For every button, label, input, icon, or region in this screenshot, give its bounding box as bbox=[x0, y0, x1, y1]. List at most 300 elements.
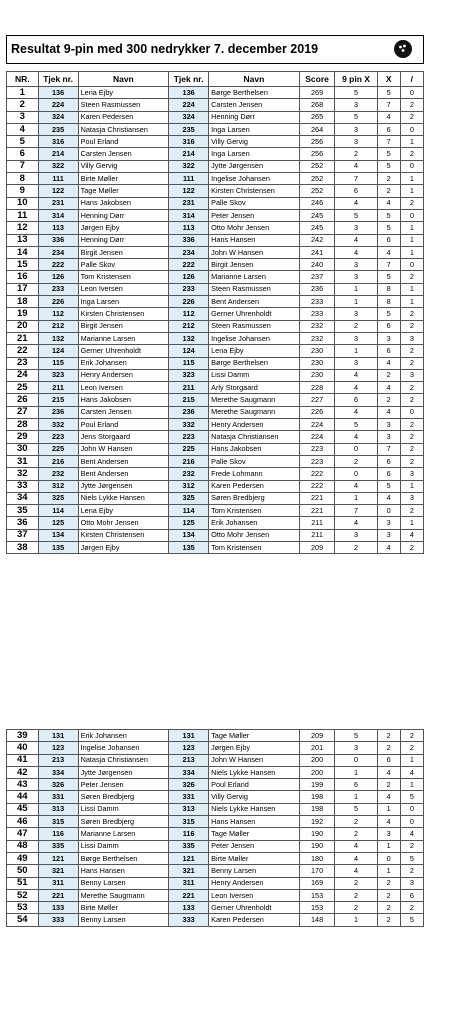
tjek-nr-cell: 125 bbox=[38, 517, 78, 529]
tjek-nr-cell: 325 bbox=[38, 492, 78, 504]
row-number-cell: 3 bbox=[7, 111, 39, 123]
tjek-nr-cell: 224 bbox=[169, 99, 209, 111]
strikes-cell: 3 bbox=[377, 529, 400, 541]
player-name-cell: Henry Andersen bbox=[78, 369, 169, 381]
table-row bbox=[7, 259, 424, 271]
row-number-cell: 24 bbox=[7, 369, 39, 381]
nine-pin-x-cell: 0 bbox=[335, 754, 377, 766]
player-name-cell: Gerner Uhrenholdt bbox=[78, 345, 169, 357]
score-cell: 269 bbox=[299, 87, 335, 99]
tjek-nr-cell: 312 bbox=[169, 480, 209, 492]
tjek-nr-cell: 234 bbox=[169, 246, 209, 258]
strikes-cell: 5 bbox=[377, 87, 400, 99]
partner-name-cell: Jørgen Ejby bbox=[209, 742, 300, 754]
header-navn: Navn bbox=[78, 72, 169, 87]
tjek-nr-cell: 236 bbox=[38, 406, 78, 418]
row-number-cell: 36 bbox=[7, 517, 39, 529]
score-cell: 209 bbox=[299, 541, 335, 553]
tjek-nr-cell: 131 bbox=[38, 730, 78, 742]
row-number-cell: 41 bbox=[7, 754, 39, 766]
player-name-cell: Benny Larsen bbox=[78, 914, 169, 926]
nine-pin-x-cell: 3 bbox=[335, 99, 377, 111]
player-name-cell: Lissi Damm bbox=[78, 840, 169, 852]
score-cell: 223 bbox=[299, 443, 335, 455]
nine-pin-x-cell: 4 bbox=[335, 160, 377, 172]
score-cell: 228 bbox=[299, 382, 335, 394]
score-cell: 233 bbox=[299, 296, 335, 308]
row-number-cell: 33 bbox=[7, 480, 39, 492]
header-navn: Navn bbox=[209, 72, 300, 87]
strikes-cell: 2 bbox=[377, 394, 400, 406]
row-number-cell: 32 bbox=[7, 468, 39, 480]
partner-name-cell: Børge Berthelsen bbox=[209, 357, 300, 369]
strikes-cell: 2 bbox=[377, 902, 400, 914]
spares-cell: 5 bbox=[400, 852, 423, 864]
strikes-cell: 6 bbox=[377, 754, 400, 766]
nine-pin-x-cell: 4 bbox=[335, 369, 377, 381]
tjek-nr-cell: 216 bbox=[38, 455, 78, 467]
nine-pin-x-cell: 4 bbox=[335, 431, 377, 443]
player-name-cell: Lena Ejby bbox=[78, 505, 169, 517]
partner-name-cell: Lena Ejby bbox=[209, 345, 300, 357]
table-row bbox=[7, 754, 424, 766]
score-cell: 201 bbox=[299, 742, 335, 754]
tjek-nr-cell: 134 bbox=[169, 529, 209, 541]
nine-pin-x-cell: 1 bbox=[335, 791, 377, 803]
tjek-nr-cell: 235 bbox=[38, 123, 78, 135]
partner-name-cell: Hans Hansen bbox=[209, 234, 300, 246]
table-row bbox=[7, 517, 424, 529]
strikes-cell: 2 bbox=[377, 877, 400, 889]
partner-name-cell: Inga Larsen bbox=[209, 148, 300, 160]
score-cell: 190 bbox=[299, 840, 335, 852]
tjek-nr-cell: 314 bbox=[169, 209, 209, 221]
tjek-nr-cell: 225 bbox=[38, 443, 78, 455]
score-cell: 222 bbox=[299, 480, 335, 492]
tjek-nr-cell: 232 bbox=[38, 468, 78, 480]
partner-name-cell: Steen Rasmussen bbox=[209, 320, 300, 332]
spares-cell: 2 bbox=[400, 111, 423, 123]
table-row bbox=[7, 455, 424, 467]
spares-cell: 0 bbox=[400, 406, 423, 418]
spares-cell: 2 bbox=[400, 308, 423, 320]
results-table-1 bbox=[6, 71, 424, 554]
strikes-cell: 0 bbox=[377, 852, 400, 864]
score-cell: 169 bbox=[299, 877, 335, 889]
nine-pin-x-cell: 2 bbox=[335, 541, 377, 553]
table-row bbox=[7, 283, 424, 295]
table-row bbox=[7, 197, 424, 209]
player-name-cell: Birgit Jensen bbox=[78, 320, 169, 332]
header-x: X bbox=[377, 72, 400, 87]
score-cell: 252 bbox=[299, 160, 335, 172]
player-name-cell: Bent Andersen bbox=[78, 468, 169, 480]
table-row bbox=[7, 160, 424, 172]
score-cell: 252 bbox=[299, 185, 335, 197]
score-cell: 230 bbox=[299, 357, 335, 369]
row-number-cell: 30 bbox=[7, 443, 39, 455]
row-number-cell: 25 bbox=[7, 382, 39, 394]
spares-cell: 5 bbox=[400, 914, 423, 926]
tjek-nr-cell: 213 bbox=[38, 754, 78, 766]
nine-pin-x-cell: 7 bbox=[335, 173, 377, 185]
tjek-nr-cell: 212 bbox=[169, 320, 209, 332]
nine-pin-x-cell: 6 bbox=[335, 185, 377, 197]
strikes-cell: 0 bbox=[377, 505, 400, 517]
nine-pin-x-cell: 4 bbox=[335, 246, 377, 258]
row-number-cell: 53 bbox=[7, 902, 39, 914]
table-row bbox=[7, 394, 424, 406]
nine-pin-x-cell: 2 bbox=[335, 828, 377, 840]
table-row bbox=[7, 443, 424, 455]
player-name-cell: Jens Storgaard bbox=[78, 431, 169, 443]
tjek-nr-cell: 123 bbox=[169, 742, 209, 754]
nine-pin-x-cell: 0 bbox=[335, 468, 377, 480]
tjek-nr-cell: 313 bbox=[38, 803, 78, 815]
row-number-cell: 16 bbox=[7, 271, 39, 283]
strikes-cell: 7 bbox=[377, 136, 400, 148]
player-name-cell: Jytte Jørgensen bbox=[78, 766, 169, 778]
score-cell: 211 bbox=[299, 529, 335, 541]
tjek-nr-cell: 333 bbox=[38, 914, 78, 926]
header-tjek-nr: Tjek nr. bbox=[38, 72, 78, 87]
player-name-cell: Palle Skov bbox=[78, 259, 169, 271]
partner-name-cell: John W Hansen bbox=[209, 246, 300, 258]
table-row bbox=[7, 308, 424, 320]
player-name-cell: Niels Lykke Hansen bbox=[78, 492, 169, 504]
partner-name-cell: Niels Lykke Hansen bbox=[209, 766, 300, 778]
row-number-cell: 31 bbox=[7, 455, 39, 467]
tjek-nr-cell: 235 bbox=[169, 123, 209, 135]
row-number-cell: 14 bbox=[7, 246, 39, 258]
tjek-nr-cell: 334 bbox=[38, 766, 78, 778]
strikes-cell: 8 bbox=[377, 283, 400, 295]
tjek-nr-cell: 223 bbox=[38, 431, 78, 443]
nine-pin-x-cell: 3 bbox=[335, 332, 377, 344]
row-number-cell: 9 bbox=[7, 185, 39, 197]
tjek-nr-cell: 111 bbox=[38, 173, 78, 185]
table-header-row bbox=[7, 72, 424, 87]
score-cell: 209 bbox=[299, 730, 335, 742]
strikes-cell: 1 bbox=[377, 865, 400, 877]
spares-cell: 1 bbox=[400, 246, 423, 258]
player-name-cell: Erik Johansen bbox=[78, 730, 169, 742]
nine-pin-x-cell: 5 bbox=[335, 803, 377, 815]
table-row bbox=[7, 87, 424, 99]
player-name-cell: Jytte Jørgensen bbox=[78, 480, 169, 492]
tjek-nr-cell: 114 bbox=[169, 505, 209, 517]
table-row bbox=[7, 320, 424, 332]
nine-pin-x-cell: 4 bbox=[335, 517, 377, 529]
spares-cell: 1 bbox=[400, 222, 423, 234]
strikes-cell: 2 bbox=[377, 173, 400, 185]
player-name-cell: Poul Erland bbox=[78, 136, 169, 148]
nine-pin-x-cell: 4 bbox=[335, 480, 377, 492]
strikes-cell: 5 bbox=[377, 271, 400, 283]
spares-cell: 2 bbox=[400, 742, 423, 754]
row-number-cell: 44 bbox=[7, 791, 39, 803]
partner-name-cell: Frede Lohmann bbox=[209, 468, 300, 480]
player-name-cell: Carsten Jensen bbox=[78, 406, 169, 418]
nine-pin-x-cell: 3 bbox=[335, 529, 377, 541]
table-row bbox=[7, 382, 424, 394]
spares-cell: 1 bbox=[400, 136, 423, 148]
player-name-cell: Jørgen Ejby bbox=[78, 222, 169, 234]
player-name-cell: Birte Møller bbox=[78, 173, 169, 185]
spares-cell: 0 bbox=[400, 123, 423, 135]
tjek-nr-cell: 311 bbox=[169, 877, 209, 889]
tjek-nr-cell: 312 bbox=[38, 480, 78, 492]
partner-name-cell: Palle Skov bbox=[209, 197, 300, 209]
tjek-nr-cell: 135 bbox=[38, 541, 78, 553]
tjek-nr-cell: 211 bbox=[169, 382, 209, 394]
tjek-nr-cell: 124 bbox=[169, 345, 209, 357]
table-row bbox=[7, 852, 424, 864]
score-cell: 198 bbox=[299, 803, 335, 815]
tjek-nr-cell: 215 bbox=[169, 394, 209, 406]
spares-cell: 2 bbox=[400, 840, 423, 852]
player-name-cell: Kirsten Christensen bbox=[78, 529, 169, 541]
row-number-cell: 40 bbox=[7, 742, 39, 754]
partner-name-cell: Otto Mohr Jensen bbox=[209, 529, 300, 541]
strikes-cell: 2 bbox=[377, 779, 400, 791]
strikes-cell: 2 bbox=[377, 185, 400, 197]
score-cell: 221 bbox=[299, 492, 335, 504]
score-cell: 246 bbox=[299, 197, 335, 209]
tjek-nr-cell: 211 bbox=[38, 382, 78, 394]
strikes-cell: 2 bbox=[377, 369, 400, 381]
nine-pin-x-cell: 1 bbox=[335, 766, 377, 778]
tjek-nr-cell: 331 bbox=[38, 791, 78, 803]
strikes-cell: 2 bbox=[377, 730, 400, 742]
tjek-nr-cell: 126 bbox=[38, 271, 78, 283]
tjek-nr-cell: 323 bbox=[169, 369, 209, 381]
score-cell: 170 bbox=[299, 865, 335, 877]
nine-pin-x-cell: 5 bbox=[335, 87, 377, 99]
strikes-cell: 3 bbox=[377, 517, 400, 529]
row-number-cell: 39 bbox=[7, 730, 39, 742]
score-cell: 222 bbox=[299, 468, 335, 480]
row-number-cell: 45 bbox=[7, 803, 39, 815]
strikes-cell: 2 bbox=[377, 914, 400, 926]
tjek-nr-cell: 231 bbox=[169, 197, 209, 209]
score-cell: 200 bbox=[299, 766, 335, 778]
tjek-nr-cell: 336 bbox=[38, 234, 78, 246]
partner-name-cell: Poul Erland bbox=[209, 779, 300, 791]
strikes-cell: 5 bbox=[377, 160, 400, 172]
spares-cell: 1 bbox=[400, 779, 423, 791]
table-row bbox=[7, 468, 424, 480]
score-cell: 180 bbox=[299, 852, 335, 864]
spares-cell: 2 bbox=[400, 271, 423, 283]
spares-cell: 2 bbox=[400, 148, 423, 160]
page-title: Resultat 9-pin med 300 nedrykker 7. december 2019 bbox=[11, 42, 319, 56]
partner-name-cell: Kirsten Christensen bbox=[209, 185, 300, 197]
partner-name-cell: Arly Storgaard bbox=[209, 382, 300, 394]
tjek-nr-cell: 221 bbox=[38, 889, 78, 901]
player-name-cell: Otto Mohr Jensen bbox=[78, 517, 169, 529]
nine-pin-x-cell: 5 bbox=[335, 419, 377, 431]
row-number-cell: 8 bbox=[7, 173, 39, 185]
table-row bbox=[7, 185, 424, 197]
strikes-cell: 5 bbox=[377, 222, 400, 234]
spares-cell: 2 bbox=[400, 197, 423, 209]
row-number-cell: 21 bbox=[7, 332, 39, 344]
partner-name-cell: Marianne Larsen bbox=[209, 271, 300, 283]
table-row bbox=[7, 877, 424, 889]
row-number-cell: 11 bbox=[7, 209, 39, 221]
spares-cell: 1 bbox=[400, 517, 423, 529]
score-cell: 153 bbox=[299, 902, 335, 914]
score-cell: 224 bbox=[299, 419, 335, 431]
table-row bbox=[7, 803, 424, 815]
table-row bbox=[7, 209, 424, 221]
score-cell: 192 bbox=[299, 816, 335, 828]
tjek-nr-cell: 132 bbox=[38, 332, 78, 344]
spares-cell: 1 bbox=[400, 754, 423, 766]
row-number-cell: 49 bbox=[7, 852, 39, 864]
tjek-nr-cell: 236 bbox=[169, 406, 209, 418]
player-name-cell: Benny Larsen bbox=[78, 877, 169, 889]
tjek-nr-cell: 113 bbox=[38, 222, 78, 234]
table-row bbox=[7, 914, 424, 926]
tjek-nr-cell: 122 bbox=[169, 185, 209, 197]
tjek-nr-cell: 333 bbox=[169, 914, 209, 926]
table-row bbox=[7, 431, 424, 443]
spares-cell: 1 bbox=[400, 296, 423, 308]
nine-pin-x-cell: 3 bbox=[335, 357, 377, 369]
table-row bbox=[7, 234, 424, 246]
tjek-nr-cell: 131 bbox=[169, 730, 209, 742]
nine-pin-x-cell: 1 bbox=[335, 283, 377, 295]
tjek-nr-cell: 232 bbox=[169, 468, 209, 480]
table-row bbox=[7, 840, 424, 852]
tjek-nr-cell: 121 bbox=[169, 852, 209, 864]
score-cell: 232 bbox=[299, 320, 335, 332]
table-row bbox=[7, 889, 424, 901]
strikes-cell: 6 bbox=[377, 345, 400, 357]
tjek-nr-cell: 234 bbox=[38, 246, 78, 258]
table-row bbox=[7, 505, 424, 517]
nine-pin-x-cell: 3 bbox=[335, 271, 377, 283]
nine-pin-x-cell: 4 bbox=[335, 197, 377, 209]
bowling-ball-icon bbox=[393, 39, 413, 59]
nine-pin-x-cell: 3 bbox=[335, 136, 377, 148]
nine-pin-x-cell: 4 bbox=[335, 865, 377, 877]
tjek-nr-cell: 125 bbox=[169, 517, 209, 529]
partner-name-cell: Hans Hansen bbox=[209, 816, 300, 828]
tjek-nr-cell: 115 bbox=[38, 357, 78, 369]
nine-pin-x-cell: 5 bbox=[335, 730, 377, 742]
row-number-cell: 4 bbox=[7, 123, 39, 135]
score-cell: 237 bbox=[299, 271, 335, 283]
nine-pin-x-cell: 2 bbox=[335, 889, 377, 901]
tjek-nr-cell: 226 bbox=[169, 296, 209, 308]
table-row bbox=[7, 742, 424, 754]
tjek-nr-cell: 126 bbox=[169, 271, 209, 283]
tjek-nr-cell: 324 bbox=[169, 111, 209, 123]
table-row bbox=[7, 816, 424, 828]
strikes-cell: 7 bbox=[377, 99, 400, 111]
nine-pin-x-cell: 2 bbox=[335, 902, 377, 914]
player-name-cell: Søren Bredbjerg bbox=[78, 791, 169, 803]
nine-pin-x-cell: 1 bbox=[335, 296, 377, 308]
spares-cell: 2 bbox=[400, 541, 423, 553]
spares-cell: 0 bbox=[400, 87, 423, 99]
strikes-cell: 4 bbox=[377, 357, 400, 369]
row-number-cell: 52 bbox=[7, 889, 39, 901]
strikes-cell: 1 bbox=[377, 840, 400, 852]
score-cell: 224 bbox=[299, 431, 335, 443]
header-slash: / bbox=[400, 72, 423, 87]
spares-cell: 2 bbox=[400, 99, 423, 111]
row-number-cell: 27 bbox=[7, 406, 39, 418]
row-number-cell: 20 bbox=[7, 320, 39, 332]
tjek-nr-cell: 335 bbox=[38, 840, 78, 852]
tjek-nr-cell: 121 bbox=[38, 852, 78, 864]
strikes-cell: 6 bbox=[377, 234, 400, 246]
tjek-nr-cell: 226 bbox=[38, 296, 78, 308]
tjek-nr-cell: 116 bbox=[38, 828, 78, 840]
strikes-cell: 4 bbox=[377, 111, 400, 123]
player-name-cell: Marianne Larsen bbox=[78, 332, 169, 344]
score-cell: 242 bbox=[299, 234, 335, 246]
partner-name-cell: Villy Gervig bbox=[209, 791, 300, 803]
score-cell: 211 bbox=[299, 517, 335, 529]
partner-name-cell: Merethe Saugmann bbox=[209, 406, 300, 418]
spares-cell: 1 bbox=[400, 480, 423, 492]
tjek-nr-cell: 212 bbox=[38, 320, 78, 332]
tjek-nr-cell: 326 bbox=[38, 779, 78, 791]
nine-pin-x-cell: 2 bbox=[335, 320, 377, 332]
tjek-nr-cell: 216 bbox=[169, 455, 209, 467]
row-number-cell: 47 bbox=[7, 828, 39, 840]
strikes-cell: 3 bbox=[377, 332, 400, 344]
strikes-cell: 2 bbox=[377, 742, 400, 754]
partner-name-cell: Bent Andersen bbox=[209, 296, 300, 308]
score-cell: 265 bbox=[299, 111, 335, 123]
tjek-nr-cell: 111 bbox=[169, 173, 209, 185]
tjek-nr-cell: 134 bbox=[38, 529, 78, 541]
score-cell: 252 bbox=[299, 173, 335, 185]
partner-name-cell: Tage Møller bbox=[209, 730, 300, 742]
tjek-nr-cell: 222 bbox=[169, 259, 209, 271]
tjek-nr-cell: 326 bbox=[169, 779, 209, 791]
nine-pin-x-cell: 2 bbox=[335, 148, 377, 160]
partner-name-cell: Tom Kristensen bbox=[209, 541, 300, 553]
row-number-cell: 1 bbox=[7, 87, 39, 99]
spares-cell: 3 bbox=[400, 877, 423, 889]
strikes-cell: 4 bbox=[377, 791, 400, 803]
player-name-cell: Natasja Christiansen bbox=[78, 754, 169, 766]
spares-cell: 4 bbox=[400, 766, 423, 778]
nine-pin-x-cell: 3 bbox=[335, 308, 377, 320]
nine-pin-x-cell: 5 bbox=[335, 209, 377, 221]
tjek-nr-cell: 315 bbox=[169, 816, 209, 828]
row-number-cell: 35 bbox=[7, 505, 39, 517]
tjek-nr-cell: 116 bbox=[169, 828, 209, 840]
row-number-cell: 48 bbox=[7, 840, 39, 852]
partner-name-cell: Tom Kristensen bbox=[209, 505, 300, 517]
player-name-cell: Jørgen Ejby bbox=[78, 541, 169, 553]
player-name-cell: Steen Rasmussen bbox=[78, 99, 169, 111]
partner-name-cell: Ingelise Johansen bbox=[209, 332, 300, 344]
nine-pin-x-cell: 3 bbox=[335, 742, 377, 754]
table-row bbox=[7, 492, 424, 504]
row-number-cell: 17 bbox=[7, 283, 39, 295]
partner-name-cell: Inga Larsen bbox=[209, 123, 300, 135]
header-9-pin-x: 9 pin X bbox=[335, 72, 377, 87]
